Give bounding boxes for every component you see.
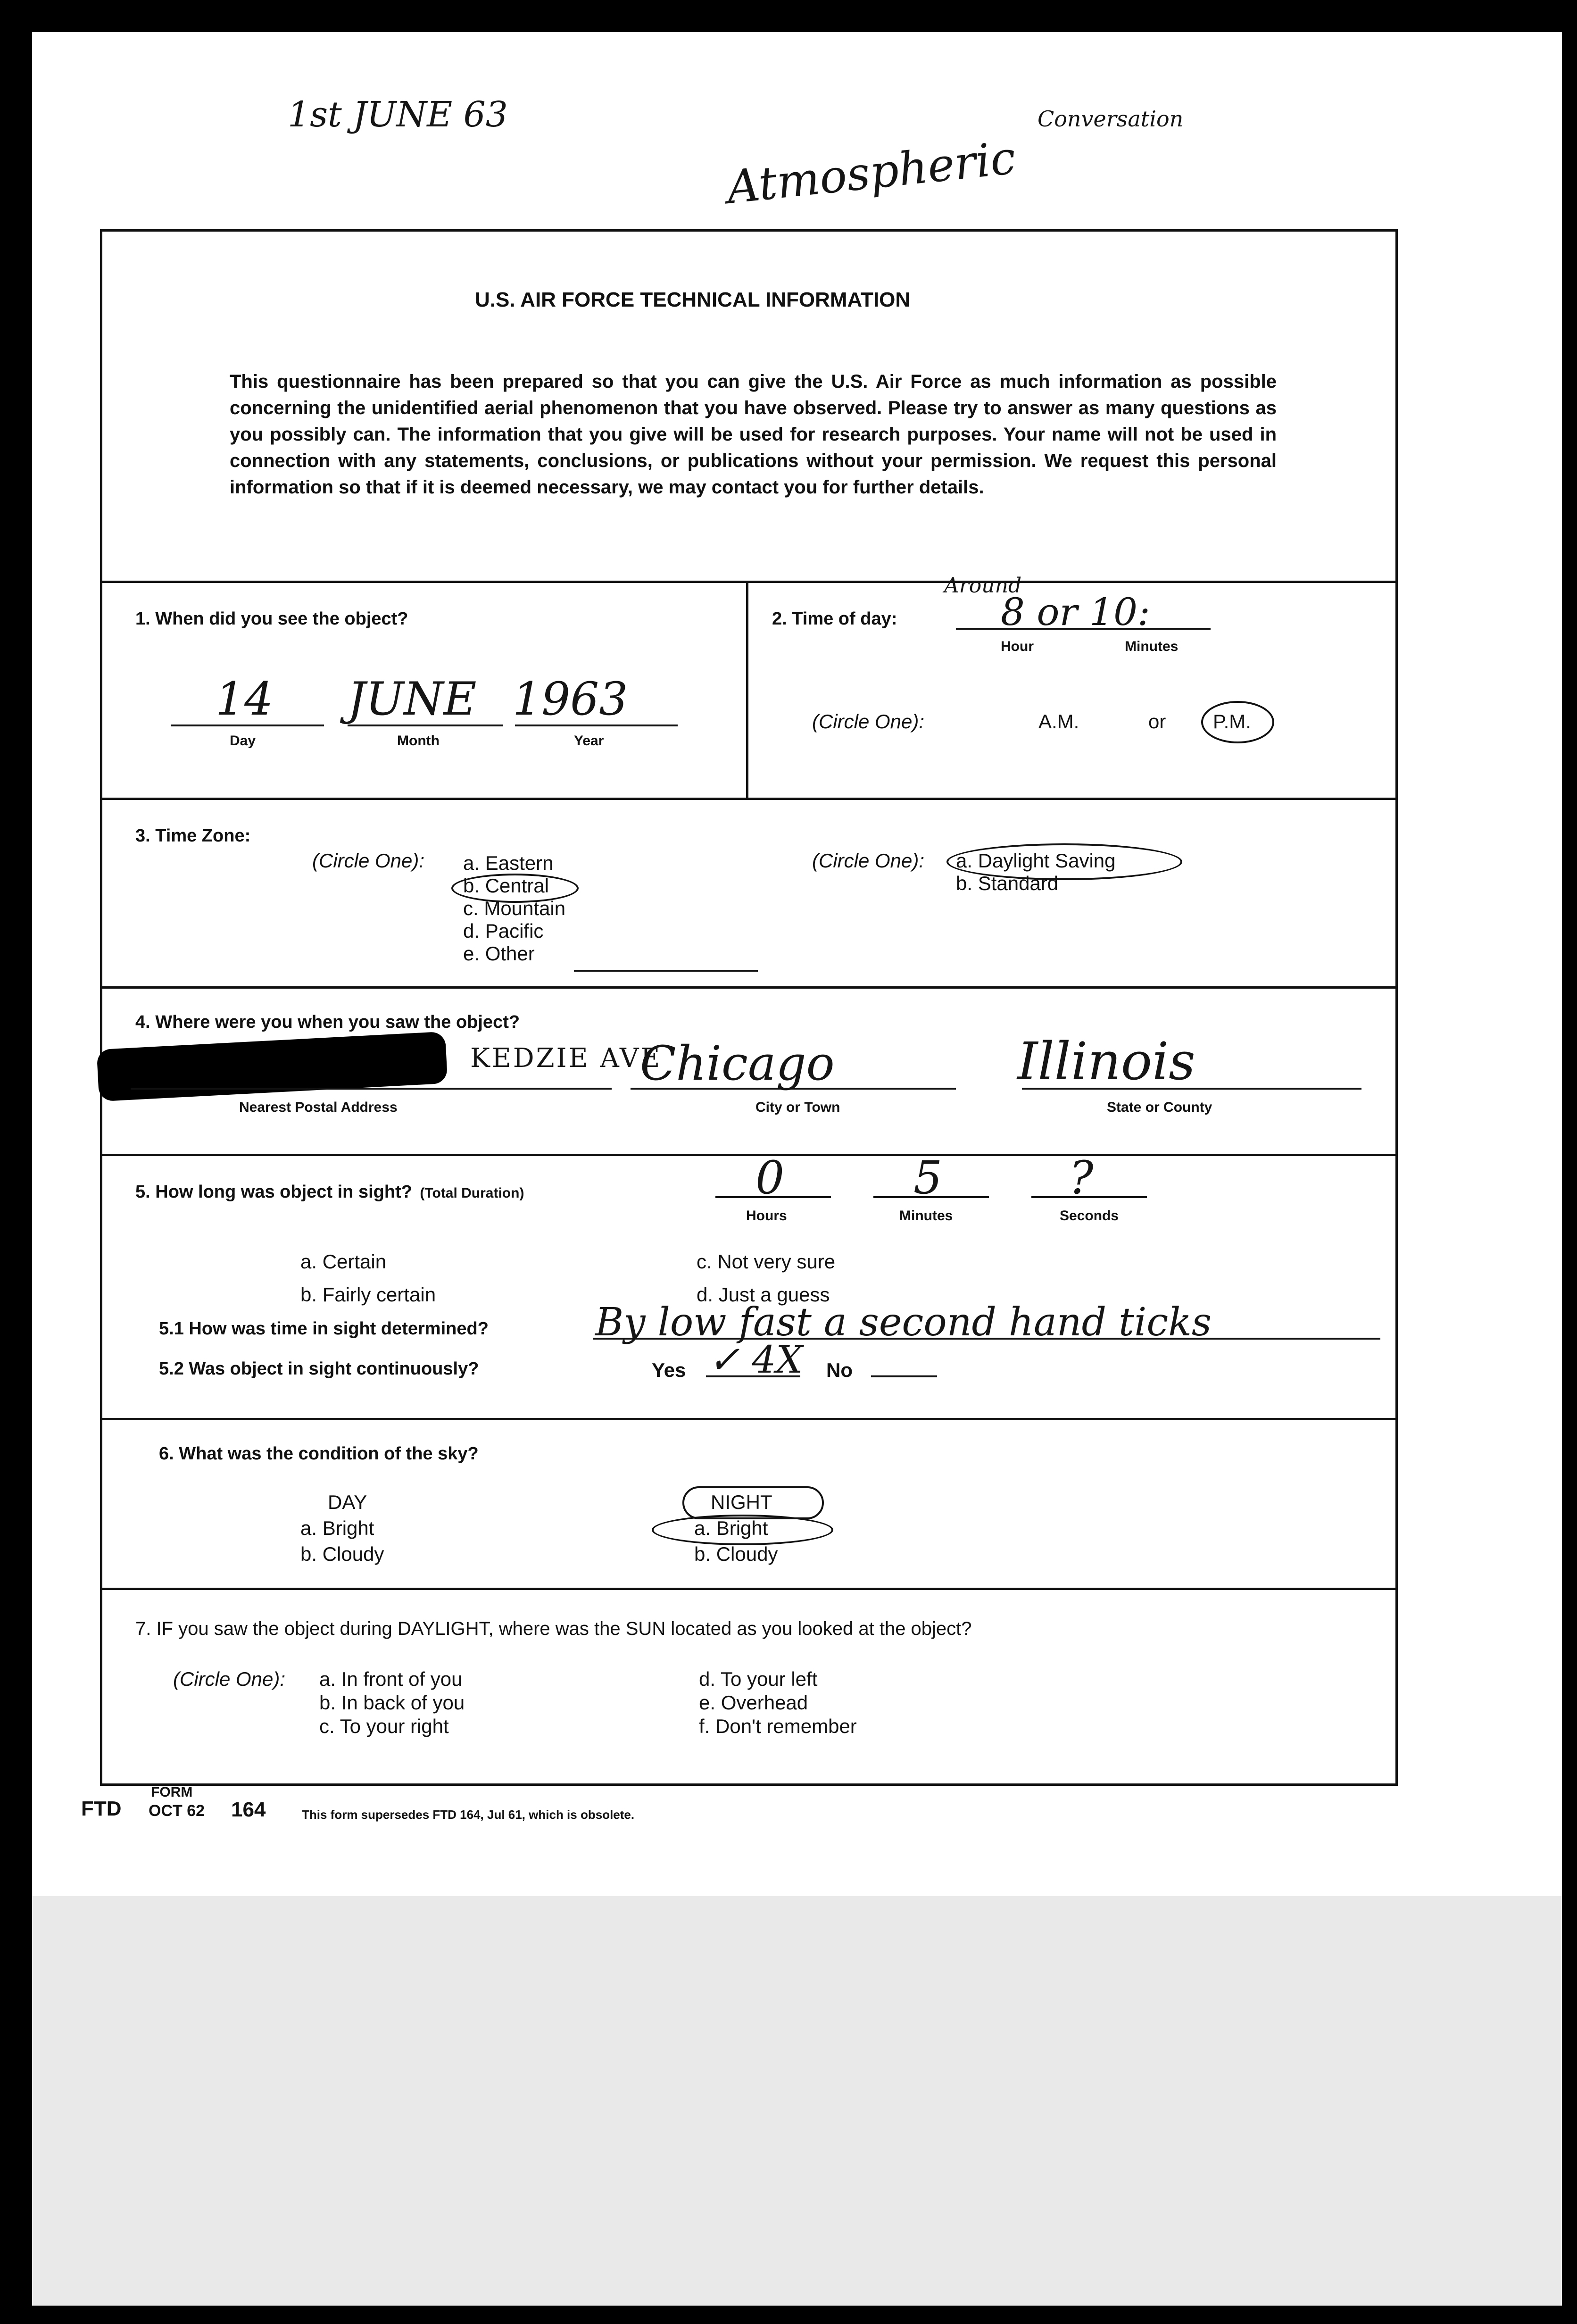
daylight-circle [946, 843, 1182, 880]
pm-circle [1201, 701, 1274, 743]
q5-option-d[interactable]: d. Just a guess [697, 1283, 830, 1306]
underline [873, 1196, 989, 1198]
q5-seconds: ? [1069, 1151, 1094, 1204]
form-title: U.S. AIR FORCE TECHNICAL INFORMATION [475, 288, 911, 311]
q6-day-header: DAY [328, 1491, 367, 1513]
q2-hour: 8 or 10: [1001, 590, 1150, 634]
q6-label: 6. What was the condition of the sky? [159, 1444, 479, 1464]
q5-option-b[interactable]: b. Fairly certain [300, 1283, 436, 1306]
q7-option[interactable]: e. Overhead [699, 1691, 808, 1714]
footer-form-no: 164 [231, 1798, 266, 1821]
tz-option[interactable]: e. Other [463, 942, 535, 965]
page-shadow [32, 1896, 1562, 2306]
q1-year: 1963 [513, 673, 628, 725]
section-date-time [102, 574, 1395, 798]
q3-options [463, 852, 565, 965]
q4-state-label: State or County [1107, 1100, 1212, 1115]
q51-label: 5.1 How was time in sight determined? [159, 1319, 489, 1339]
questionnaire-form [100, 229, 1398, 1786]
q5-seconds-label: Seconds [1060, 1208, 1119, 1224]
q4-label: 4. Where were you when you saw the object? [135, 1012, 520, 1032]
q1-day: 14 [216, 673, 274, 725]
dst-option[interactable]: a. Daylight Saving [956, 850, 1116, 872]
q5-hours: 0 [755, 1151, 785, 1204]
divider [746, 583, 748, 798]
q1-month: JUNE [348, 673, 477, 725]
q4-city: Chicago [640, 1036, 835, 1091]
underline [631, 1088, 956, 1090]
q5-minutes-label: Minutes [899, 1208, 953, 1224]
dst-option[interactable]: b. Standard [956, 872, 1059, 894]
tz-option[interactable]: b. Central [463, 875, 549, 897]
q2-am: A.M. [1038, 710, 1079, 733]
top-annotation: Atmospheric [724, 131, 1018, 214]
q7-option[interactable]: c. To your right [319, 1715, 449, 1737]
q3-circle-one: (Circle One): [312, 850, 425, 872]
q51-answer: By low fast a second hand ticks [595, 1300, 1212, 1345]
q7-option[interactable]: f. Don't remember [699, 1715, 857, 1737]
q4-city-label: City or Town [755, 1100, 840, 1115]
footer-ftd: FTD [81, 1797, 122, 1820]
q7-circle-one: (Circle One): [173, 1668, 286, 1690]
q52-yes-label: Yes [652, 1359, 686, 1381]
section-sun [102, 1588, 1395, 1786]
section-sky [102, 1418, 1395, 1588]
bright-circle [652, 1515, 833, 1545]
q5-label-sub: (Total Duration) [420, 1185, 524, 1201]
underline [871, 1375, 937, 1377]
q7-label: 7. IF you saw the object during DAYLIGHT, where was the SUN located as you looked at the object? [135, 1618, 972, 1639]
q2-or: or [1148, 710, 1166, 733]
q2-label: 2. Time of day: [772, 609, 897, 629]
q5-label-group [135, 1182, 524, 1202]
underline [715, 1196, 831, 1198]
footer-form-date: OCT 62 [149, 1802, 205, 1820]
q2-circle-one: (Circle One): [812, 710, 925, 733]
q1-month-label: Month [397, 733, 440, 749]
q3-dst-circle-one: (Circle One): [812, 850, 925, 872]
q4-state: Illinois [1017, 1031, 1195, 1091]
underline [515, 725, 678, 726]
underline [348, 725, 503, 726]
underline [171, 725, 324, 726]
q7-option[interactable]: b. In back of you [319, 1691, 465, 1714]
q5-label: 5. How long was object in sight? [135, 1182, 412, 1202]
q5-minutes: 5 [913, 1151, 943, 1204]
q5-hours-label: Hours [746, 1208, 787, 1224]
q5-option-a[interactable]: a. Certain [300, 1250, 387, 1273]
q52-label: 5.2 Was object in sight continuously? [159, 1359, 479, 1379]
redaction [97, 1032, 448, 1102]
underline [706, 1375, 800, 1377]
section-duration [102, 1151, 1395, 1418]
section-time-zone [102, 798, 1395, 986]
q6-night-option[interactable]: a. Bright [694, 1517, 768, 1539]
q52-yes-answer: ✓ 4X [708, 1338, 803, 1382]
q6-night-header: NIGHT [711, 1491, 772, 1513]
top-annotation-2: Conversation [1038, 106, 1184, 132]
q1-label: 1. When did you see the object? [135, 609, 408, 629]
q6-day-option[interactable]: a. Bright [300, 1517, 374, 1539]
q1-day-label: Day [230, 733, 256, 749]
footer-supersedes: This form supersedes FTD 164, Jul 61, which is obsolete. [302, 1808, 635, 1822]
q4-address-label: Nearest Postal Address [239, 1100, 398, 1115]
central-circle [451, 874, 579, 903]
date-annotation: 1st JUNE 63 [288, 94, 508, 135]
q5-option-c[interactable]: c. Not very sure [697, 1250, 836, 1273]
tz-option[interactable]: a. Eastern [463, 852, 554, 874]
tz-option[interactable]: d. Pacific [463, 920, 544, 942]
form-intro: This questionnaire has been prepared so that you can give the U.S. Air Force as much information as possible concerning the unidentified aerial phenomenon that you have observed. Please try to answer as many questions as you possibly can. The information that you give will be used for research purposes. Your name will not be used in connection with any statements, conclusions, or publications without your permission. We request this personal information so that if it is deemed necessary, we may contact you for further details. [230, 371, 1277, 498]
underline [1022, 1088, 1361, 1090]
q2-around: Around [944, 574, 1022, 598]
tz-option[interactable]: c. Mountain [463, 897, 566, 919]
q2-pm: P.M. [1213, 710, 1251, 733]
other-line [574, 970, 758, 972]
underline [1031, 1196, 1147, 1198]
q4-address: KEDZIE AVE [470, 1043, 662, 1074]
q2-hour-label: Hour [1001, 639, 1034, 654]
footer-form-word: FORM [151, 1784, 193, 1800]
q1-year-label: Year [574, 733, 604, 749]
section-location [102, 986, 1395, 1154]
q7-option[interactable]: a. In front of you [319, 1668, 463, 1690]
q7-option[interactable]: d. To your left [699, 1668, 818, 1690]
q52-no-label: No [826, 1359, 853, 1381]
q3-label: 3. Time Zone: [135, 826, 251, 846]
q6-day-option[interactable]: b. Cloudy [300, 1543, 384, 1565]
q6-night-option[interactable]: b. Cloudy [694, 1543, 778, 1565]
underline [956, 628, 1211, 630]
underline [131, 1088, 612, 1090]
q2-minutes-label: Minutes [1125, 639, 1179, 654]
